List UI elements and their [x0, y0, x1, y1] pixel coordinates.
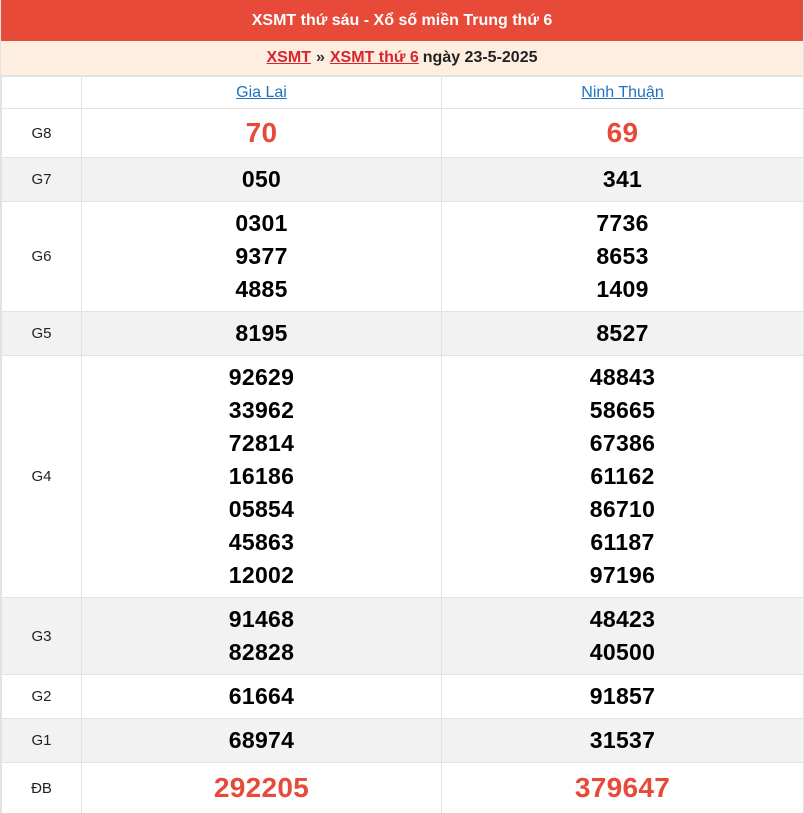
result-cell-ninh-thuan — [442, 763, 804, 813]
result-number: 82828 — [228, 639, 295, 665]
prize-row-g8 — [2, 109, 804, 158]
result-number: 86710 — [589, 496, 656, 522]
prize-label: G2 — [2, 675, 82, 719]
result-number: 61664 — [228, 683, 295, 709]
results-table — [1, 76, 804, 813]
prize-row-special — [2, 763, 804, 813]
result-number: 0301 — [235, 210, 288, 236]
result-cell-ninh-thuan — [442, 158, 804, 202]
result-number: 70 — [245, 117, 278, 148]
result-cell-gia-lai — [82, 675, 442, 719]
result-cell-gia-lai — [82, 109, 442, 158]
result-cell-gia-lai — [82, 202, 442, 312]
result-number: 33962 — [228, 397, 295, 423]
province-header-row — [2, 77, 804, 109]
breadcrumb — [1, 41, 803, 76]
prize-label: G6 — [2, 202, 82, 312]
prize-label: ĐB — [2, 763, 82, 813]
result-number: 61187 — [590, 529, 655, 555]
result-number: 92629 — [228, 364, 295, 390]
result-number: 58665 — [589, 397, 656, 423]
result-cell-ninh-thuan — [442, 675, 804, 719]
result-number: 45863 — [228, 529, 295, 555]
result-cell-ninh-thuan — [442, 312, 804, 356]
header-empty-cell — [2, 77, 82, 109]
prize-row-g7 — [2, 158, 804, 202]
result-cell-ninh-thuan — [442, 202, 804, 312]
province-header-gia-lai — [82, 77, 442, 109]
prize-row-g6 — [2, 202, 804, 312]
result-number: 16186 — [228, 463, 295, 489]
result-cell-gia-lai — [82, 312, 442, 356]
result-number: 4885 — [235, 276, 288, 302]
result-number: 050 — [241, 166, 282, 192]
page-title-bar — [1, 0, 803, 41]
prize-row-g4 — [2, 356, 804, 598]
breadcrumb-link-xsmt[interactable]: XSMT — [266, 49, 311, 66]
result-number: 48423 — [589, 606, 656, 632]
result-number: 91468 — [228, 606, 295, 632]
result-cell-ninh-thuan — [442, 356, 804, 598]
breadcrumb-date: ngày 23-5-2025 — [422, 49, 538, 66]
prize-row-g1 — [2, 719, 804, 763]
result-number: 05854 — [228, 496, 295, 522]
result-number: 68974 — [228, 727, 295, 753]
result-cell-gia-lai — [82, 356, 442, 598]
result-number: 67386 — [589, 430, 656, 456]
result-number: 12002 — [228, 562, 295, 588]
result-number: 1409 — [596, 276, 649, 302]
result-cell-ninh-thuan — [442, 109, 804, 158]
breadcrumb-separator: » — [315, 49, 325, 66]
prize-row-g5 — [2, 312, 804, 356]
special-prize-number: 292205 — [213, 772, 310, 803]
result-cell-gia-lai — [82, 158, 442, 202]
result-number: 31537 — [589, 727, 656, 753]
prize-label: G7 — [2, 158, 82, 202]
breadcrumb-link-xsmt-thu-6[interactable]: XSMT thứ 6 — [329, 49, 419, 66]
result-number: 48843 — [589, 364, 656, 390]
result-number: 91857 — [589, 683, 656, 709]
result-number: 9377 — [235, 243, 288, 269]
result-cell-gia-lai — [82, 719, 442, 763]
province-link-gia-lai[interactable]: Gia Lai — [236, 83, 287, 101]
result-number: 61162 — [590, 463, 655, 489]
result-cell-ninh-thuan — [442, 719, 804, 763]
prize-row-g2 — [2, 675, 804, 719]
prize-label: G5 — [2, 312, 82, 356]
result-number: 8195 — [235, 320, 288, 346]
province-link-ninh-thuan[interactable]: Ninh Thuận — [581, 83, 664, 101]
result-number: 72814 — [228, 430, 295, 456]
prize-label: G4 — [2, 356, 82, 598]
prize-label: G8 — [2, 109, 82, 158]
result-number: 8653 — [596, 243, 649, 269]
page-title: XSMT thứ sáu - Xổ số miền Trung thứ 6 — [251, 11, 553, 29]
result-cell-ninh-thuan — [442, 598, 804, 675]
result-number: 8527 — [596, 320, 649, 346]
special-prize-number: 379647 — [574, 772, 671, 803]
result-number: 40500 — [589, 639, 656, 665]
result-number: 7736 — [596, 210, 649, 236]
result-number: 97196 — [589, 562, 656, 588]
prize-label: G3 — [2, 598, 82, 675]
province-header-ninh-thuan — [442, 77, 804, 109]
prize-label: G1 — [2, 719, 82, 763]
result-cell-gia-lai — [82, 598, 442, 675]
result-number: 69 — [606, 117, 639, 148]
result-cell-gia-lai — [82, 763, 442, 813]
prize-row-g3 — [2, 598, 804, 675]
result-number: 341 — [602, 166, 643, 192]
